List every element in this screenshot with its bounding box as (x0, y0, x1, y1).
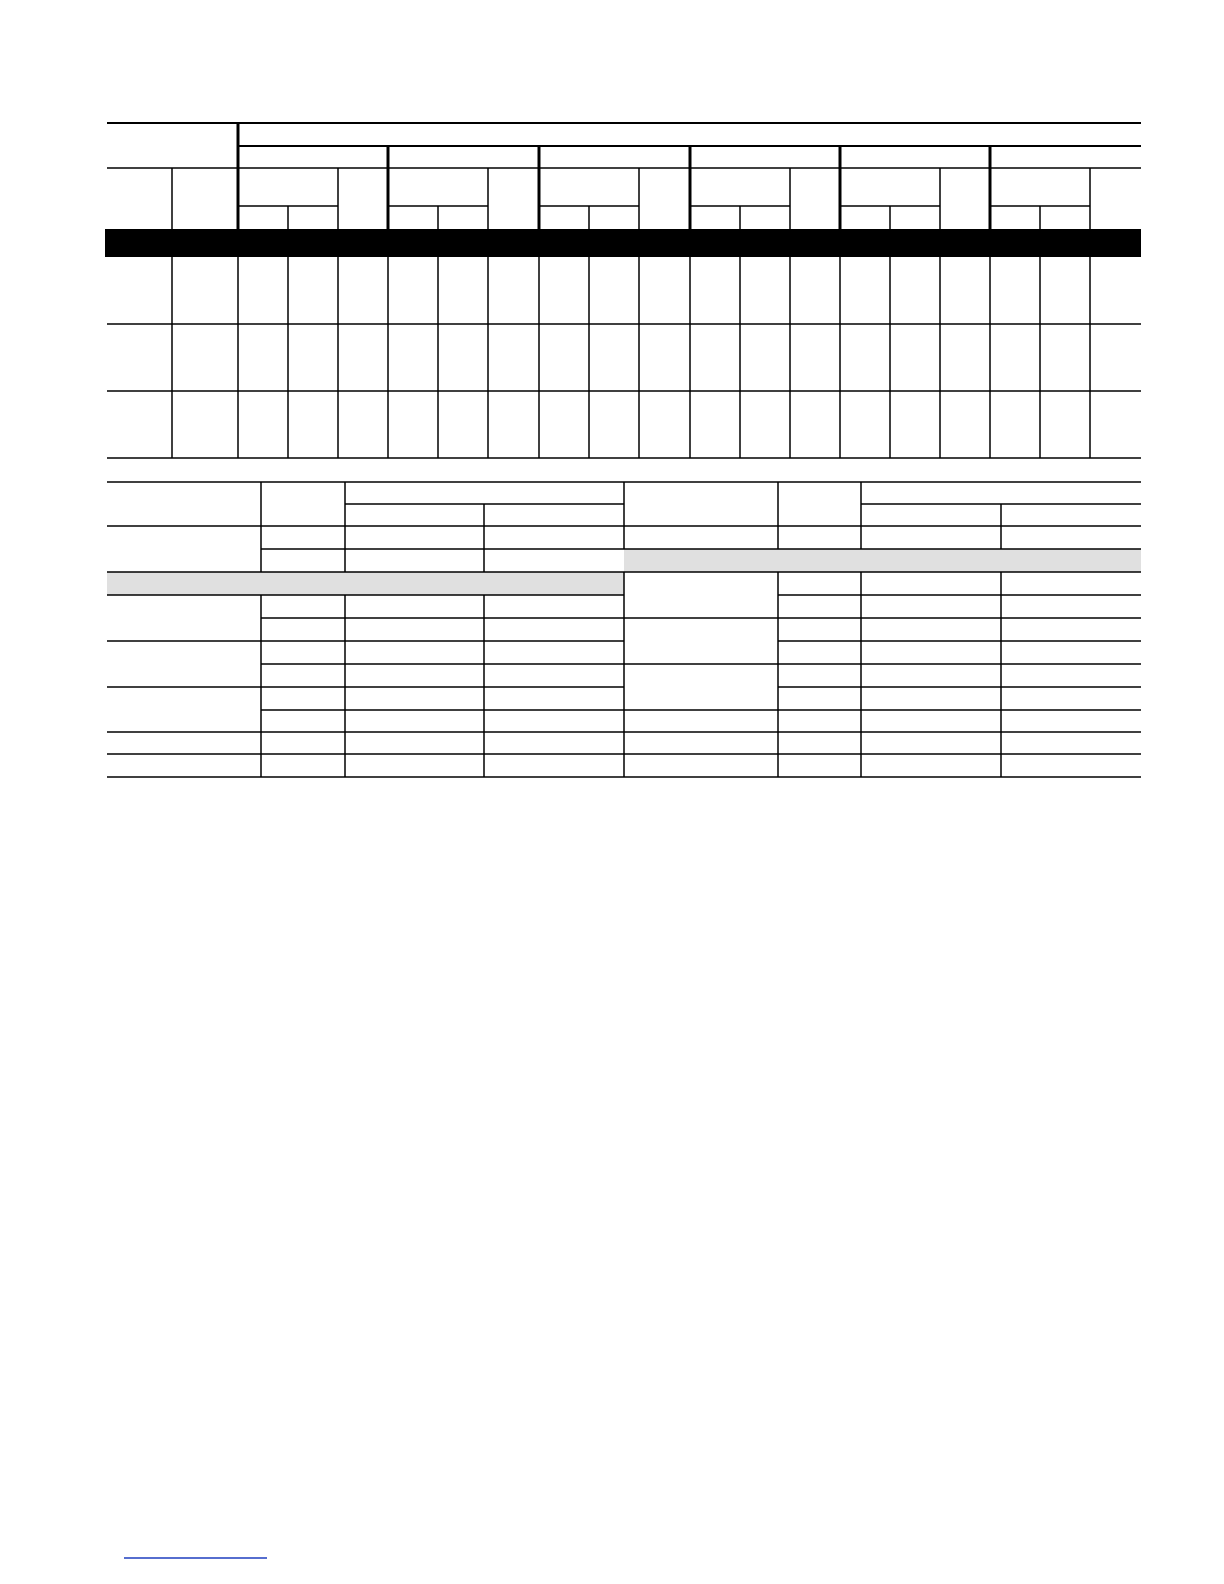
shaded-cell (107, 572, 624, 595)
shaded-cell (624, 549, 1141, 572)
section-band (105, 229, 1141, 257)
lower-table-grid (107, 482, 1141, 777)
upper-table-grid (105, 123, 1141, 458)
